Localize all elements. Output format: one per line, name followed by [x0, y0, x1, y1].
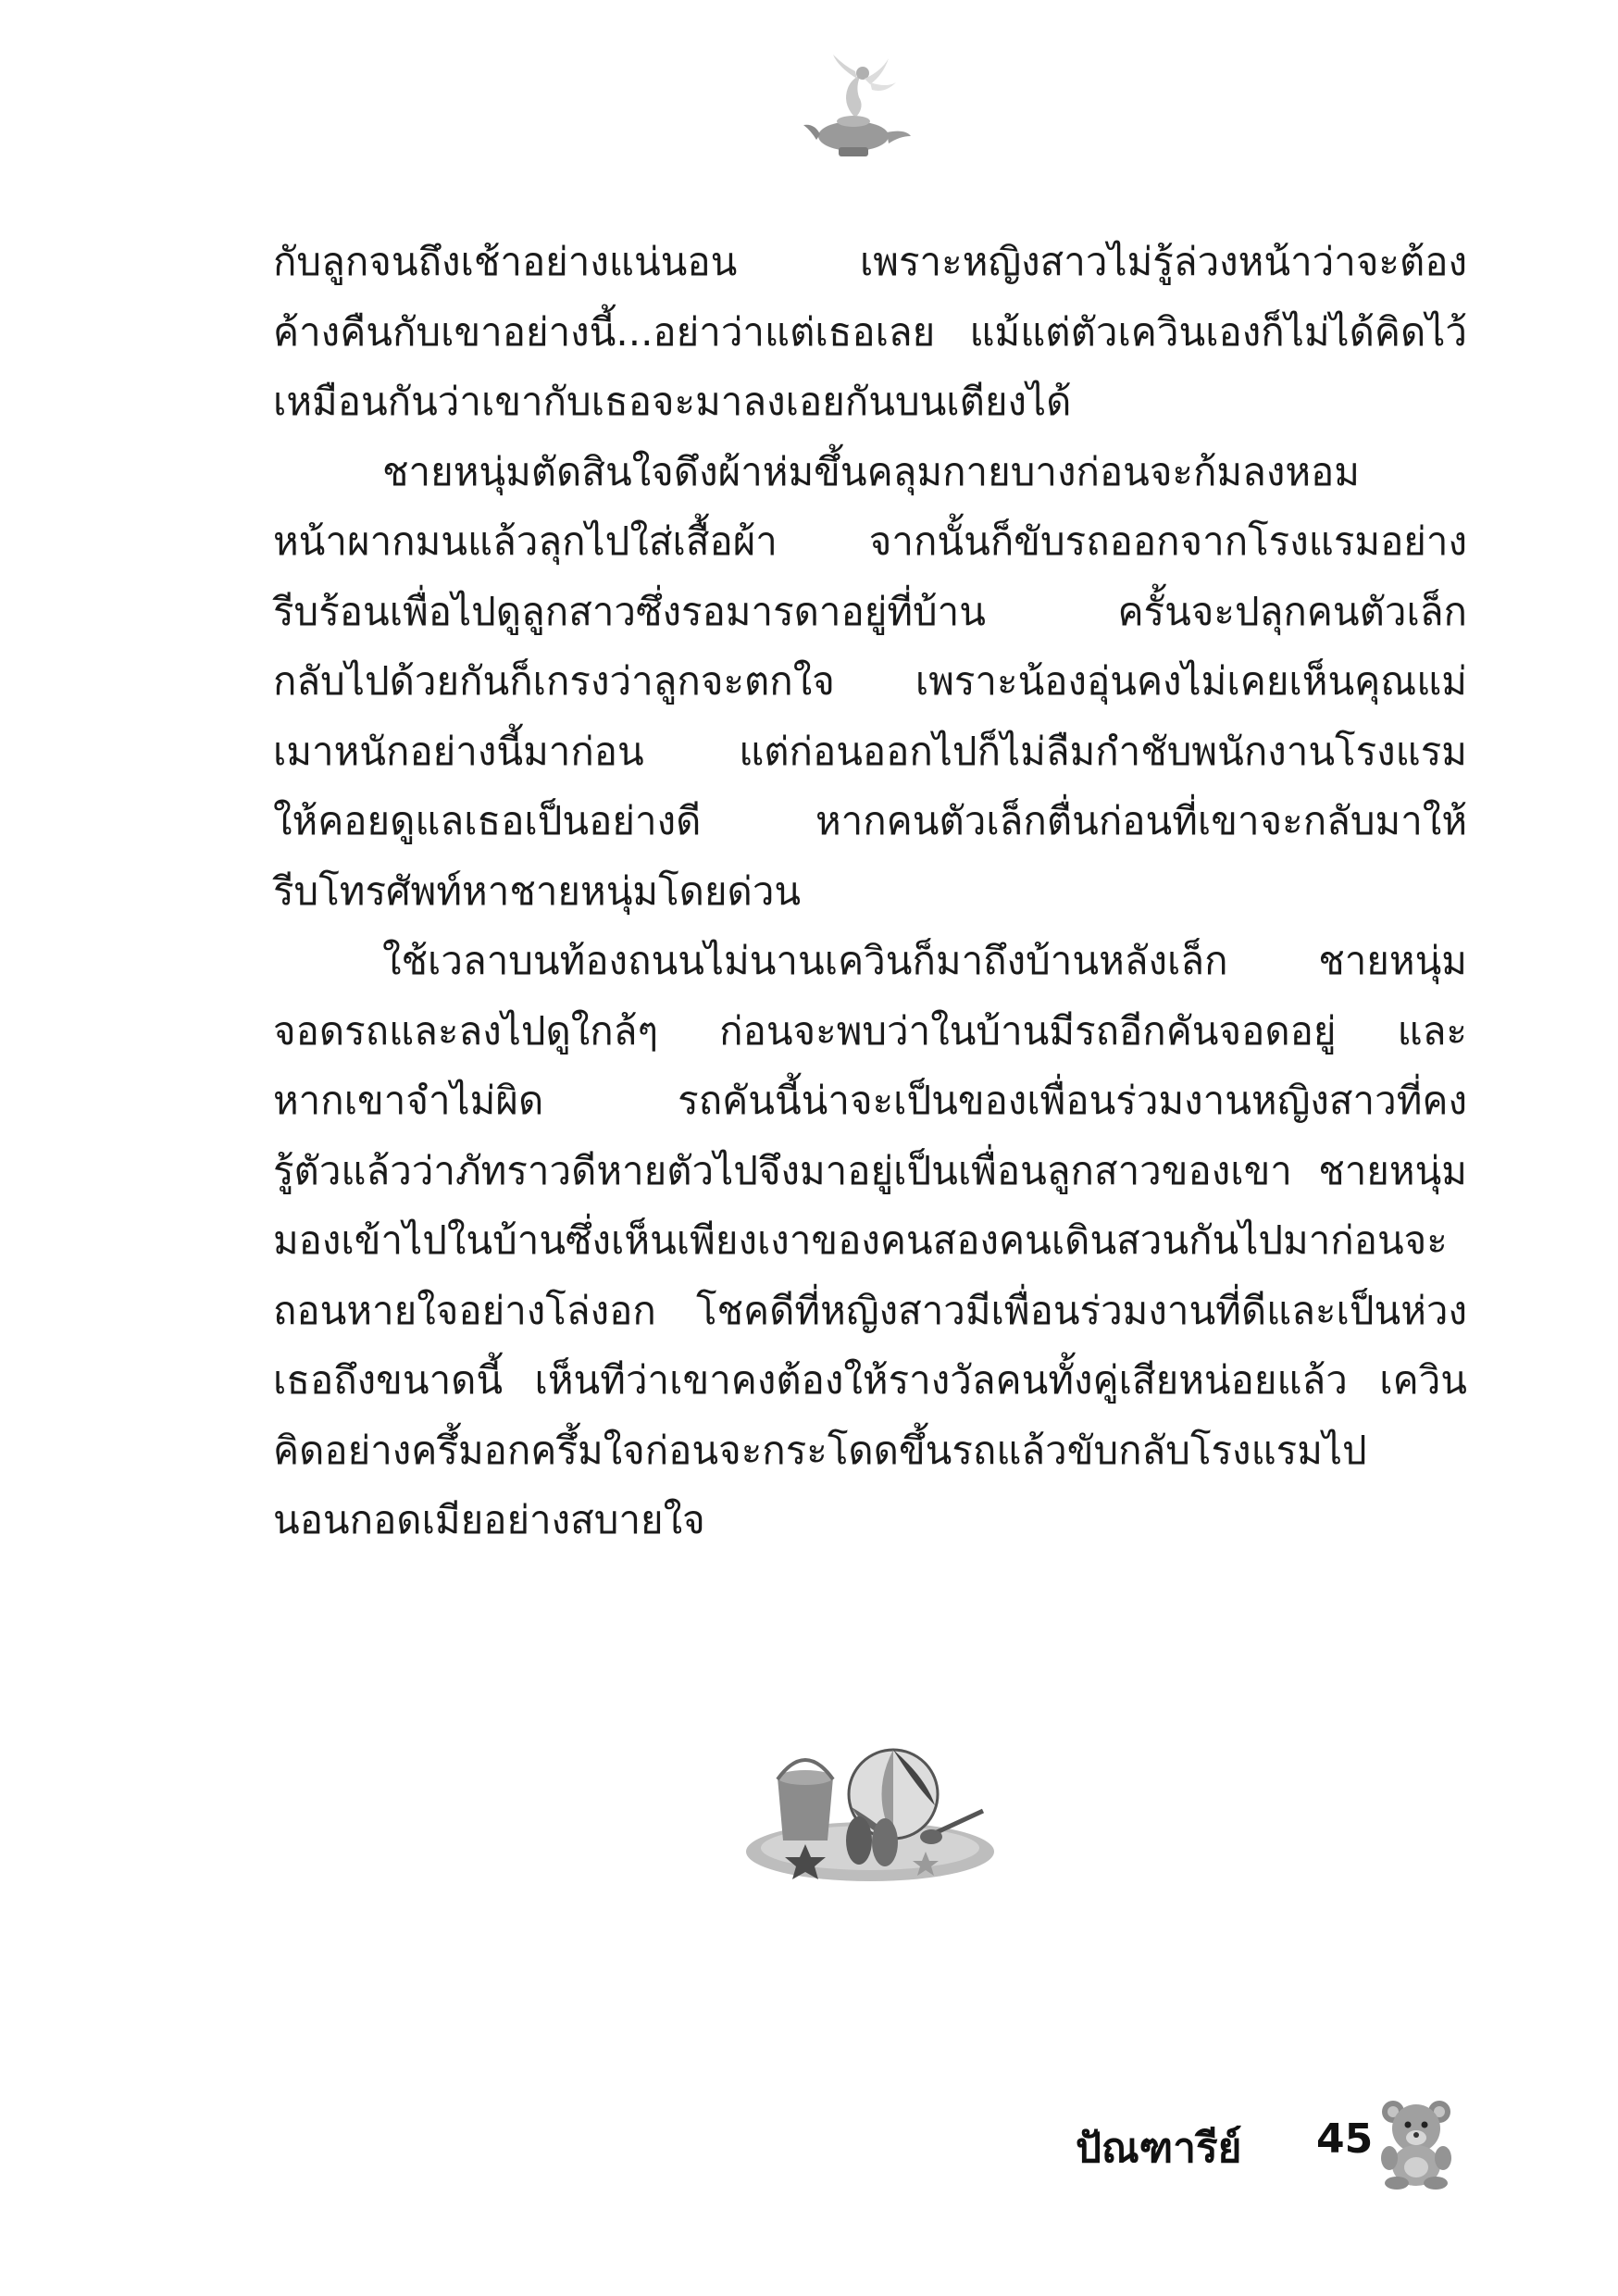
- text-line: มองเข้าไปในบ้านซึ่งเห็นเพียงเงาของคนสองคนเดินสวนกันไปมาก่อนจะ: [273, 1217, 1448, 1263]
- text-line: ชายหนุ่มตัดสินใจดึงผ้าห่มขึ้นคลุมกายบางก่อนจะก้มลงหอม: [382, 448, 1360, 494]
- text-line: รีบร้อนเพื่อไปดูลูกสาวซึ่งรอมารดาอยู่ที่บ้าน ครั้นจะปลุกคนตัวเล็ก: [273, 588, 1467, 634]
- author-name: ปัณฑารีย์: [1076, 2125, 1242, 2172]
- page-number: 45: [1316, 2115, 1374, 2163]
- text-line: เธอถึงขนาดนี้ เห็นทีว่าเขาคงต้องให้รางวัลคนทั้งคู่เสียหน่อยแล้ว เควิน: [273, 1357, 1467, 1403]
- text-line: ใช้เวลาบนท้องถนนไม่นานเควินก็มาถึงบ้านหลังเล็ก ชายหนุ่ม: [382, 938, 1467, 983]
- text-line: รู้ตัวแล้วว่าภัทราวดีหายตัวไปจึงมาอยู่เป็นเพื่อนลูกสาวของเขา ชายหนุ่ม: [273, 1147, 1467, 1193]
- page-footer: [1055, 2097, 1472, 2190]
- text-line: เมาหนักอย่างนี้มาก่อน แต่ก่อนออกไปก็ไม่ลืมกำชับพนักงานโรงแรม: [273, 728, 1467, 774]
- text-line: ให้คอยดูแลเธอเป็นอย่างดี หากคนตัวเล็กตื่นก่อนที่เขาจะกลับมาให้: [273, 798, 1467, 843]
- text-line: คิดอย่างครึ้มอกครึ้มใจก่อนจะกระโดดขึ้นรถแล้วขับกลับโรงแรมไป: [273, 1427, 1367, 1473]
- text-line: กับลูกจนถึงเช้าอย่างแน่นอน เพราะหญิงสาวไม่รู้ล่วงหน้าว่าจะต้อง: [273, 239, 1467, 284]
- text-line: นอนกอดเมียอย่างสบายใจ: [273, 1497, 705, 1542]
- text-line: หน้าผากมนแล้วลุกไปใส่เสื้อผ้า จากนั้นก็ขับรถออกจากโรงแรมอย่าง: [273, 518, 1467, 564]
- beach-items-icon: [741, 1722, 1000, 1889]
- genie-lamp-icon: [796, 51, 916, 171]
- text-line: เหมือนกันว่าเขากับเธอจะมาลงเอยกันบนเตียงได้: [273, 379, 1072, 424]
- text-line: จอดรถและลงไปดูใกล้ๆ ก่อนจะพบว่าในบ้านมีรถอีกคันจอดอยู่ และ: [273, 1007, 1467, 1054]
- text-line: กลับไปด้วยกันก็เกรงว่าลูกจะตกใจ เพราะน้องอุ่นคงไม่เคยเห็นคุณแม่: [273, 658, 1467, 704]
- text-line: รีบโทรศัพท์หาชายหนุ่มโดยด่วน: [273, 867, 802, 914]
- body-text: [273, 227, 1467, 1555]
- teddy-bear-icon: [1375, 2097, 1458, 2190]
- text-line: หากเขาจำไม่ผิด รถคันนี้น่าจะเป็นของเพื่อนร่วมงานหญิงสาวที่คง: [273, 1078, 1467, 1123]
- text-line: ถอนหายใจอย่างโล่งอก โชคดีที่หญิงสาวมีเพื่อนร่วมงานที่ดีและเป็นห่วง: [273, 1287, 1467, 1333]
- text-line: ค้างคืนกับเขาอย่างนี้...อย่าว่าแต่เธอเลย แม้แต่ตัวเควินเองก็ไม่ได้คิดไว้: [273, 308, 1467, 355]
